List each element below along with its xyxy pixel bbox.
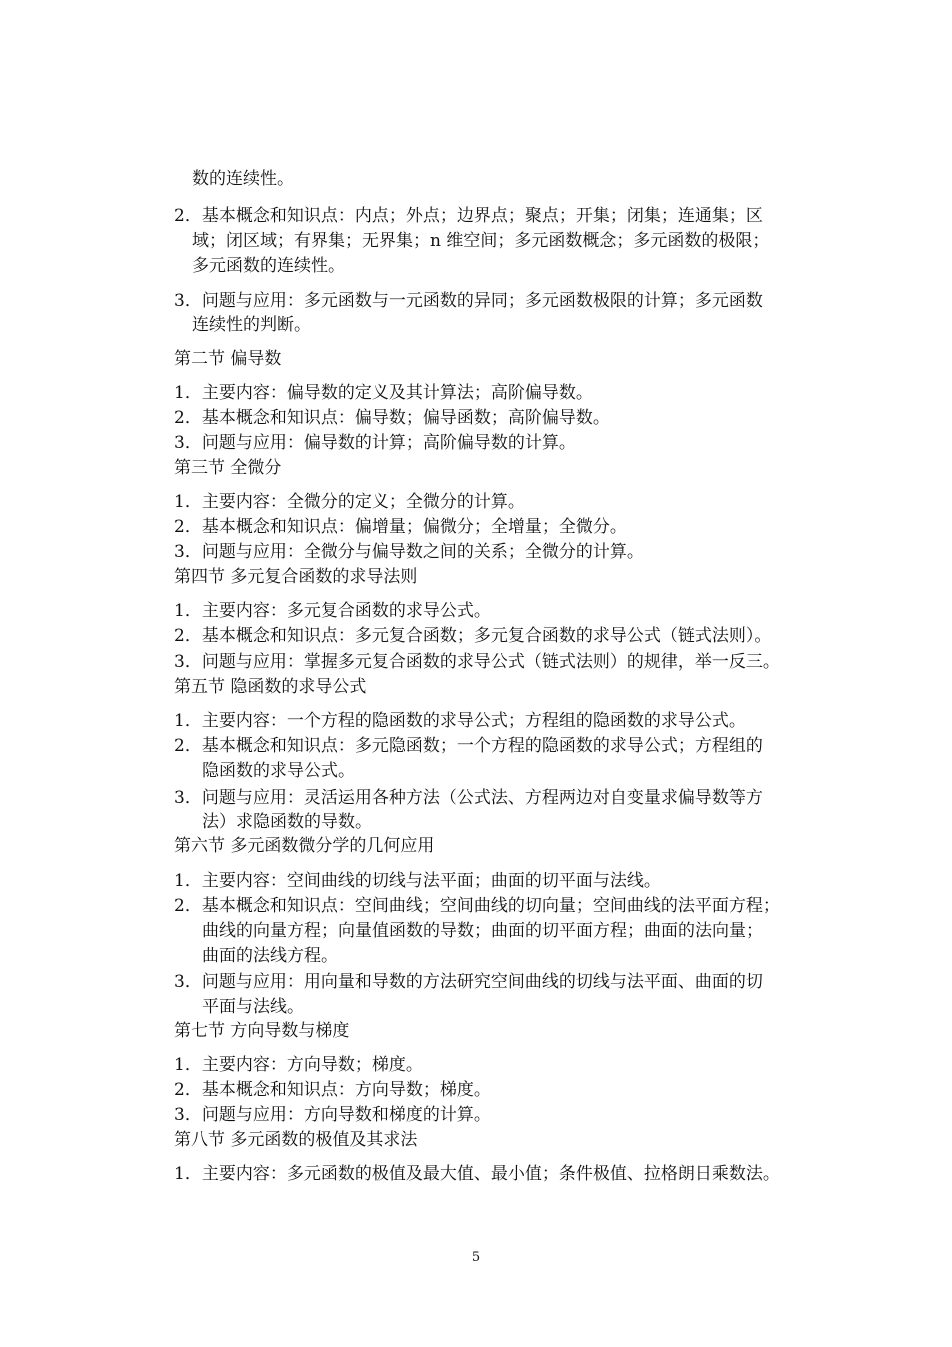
list-item: 3．问题与应用：掌握多元复合函数的求导公式（链式法则）的规律，举一反三。 xyxy=(174,652,780,672)
section-heading: 第六节 多元函数微分学的几何应用 xyxy=(174,836,435,856)
text-line: 法）求隐函数的导数。 xyxy=(202,812,372,832)
list-item: 1．主要内容：多元函数的极值及最大值、最小值；条件极值、拉格朗日乘数法。 xyxy=(174,1164,780,1184)
list-item: 1．主要内容：空间曲线的切线与法平面；曲面的切平面与法线。 xyxy=(174,871,661,891)
list-item: 3．问题与应用：全微分与偏导数之间的关系；全微分的计算。 xyxy=(174,542,644,562)
list-item: 1．主要内容：偏导数的定义及其计算法；高阶偏导数。 xyxy=(174,383,593,403)
text-line: 隐函数的求导公式。 xyxy=(202,761,355,781)
list-item: 1．主要内容：多元复合函数的求导公式。 xyxy=(174,601,491,621)
list-item: 3．问题与应用：偏导数的计算；高阶偏导数的计算。 xyxy=(174,433,576,453)
section-heading: 第四节 多元复合函数的求导法则 xyxy=(174,567,418,587)
text-line: 连续性的判断。 xyxy=(192,315,311,335)
section-heading: 第三节 全微分 xyxy=(174,458,282,478)
section-heading: 第五节 隐函数的求导公式 xyxy=(174,677,367,697)
text-line: 多元函数的连续性。 xyxy=(192,256,345,276)
text-line: 曲线的向量方程；向量值函数的导数；曲面的切平面方程；曲面的法向量； xyxy=(202,921,763,941)
list-item: 3．问题与应用：多元函数与一元函数的异同；多元函数极限的计算；多元函数 xyxy=(174,291,763,311)
section-heading: 第八节 多元函数的极值及其求法 xyxy=(174,1130,418,1150)
list-item: 2．基本概念和知识点：方向导数；梯度。 xyxy=(174,1080,491,1100)
list-item: 3．问题与应用：灵活运用各种方法（公式法、方程两边对自变量求偏导数等方 xyxy=(174,788,763,808)
text-line: 域；闭区域；有界集；无界集；n 维空间；多元函数概念；多元函数的极限； xyxy=(192,231,770,251)
text-line: 平面与法线。 xyxy=(202,997,304,1017)
list-item: 2．基本概念和知识点：内点；外点；边界点；聚点；开集；闭集；连通集；区 xyxy=(174,206,763,226)
list-item: 1．主要内容：方向导数；梯度。 xyxy=(174,1055,423,1075)
page-number: 5 xyxy=(471,1250,481,1265)
list-item: 2．基本概念和知识点：偏增量；偏微分；全增量；全微分。 xyxy=(174,517,627,537)
list-item: 3．问题与应用：方向导数和梯度的计算。 xyxy=(174,1105,491,1125)
list-item: 2．基本概念和知识点：多元复合函数；多元复合函数的求导公式（链式法则）。 xyxy=(174,626,772,646)
section-heading: 第七节 方向导数与梯度 xyxy=(174,1021,350,1041)
text-line: 数的连续性。 xyxy=(192,169,294,189)
list-item: 2．基本概念和知识点：空间曲线；空间曲线的切向量；空间曲线的法平面方程； xyxy=(174,896,780,916)
section-heading: 第二节 偏导数 xyxy=(174,349,282,369)
list-item: 2．基本概念和知识点：多元隐函数；一个方程的隐函数的求导公式；方程组的 xyxy=(174,736,763,756)
text-line: 曲面的法线方程。 xyxy=(202,946,338,966)
list-item: 3．问题与应用：用向量和导数的方法研究空间曲线的切线与法平面、曲面的切 xyxy=(174,972,763,992)
list-item: 1．主要内容：一个方程的隐函数的求导公式；方程组的隐函数的求导公式。 xyxy=(174,711,746,731)
list-item: 1．主要内容：全微分的定义；全微分的计算。 xyxy=(174,492,525,512)
list-item: 2．基本概念和知识点：偏导数；偏导函数；高阶偏导数。 xyxy=(174,408,610,428)
